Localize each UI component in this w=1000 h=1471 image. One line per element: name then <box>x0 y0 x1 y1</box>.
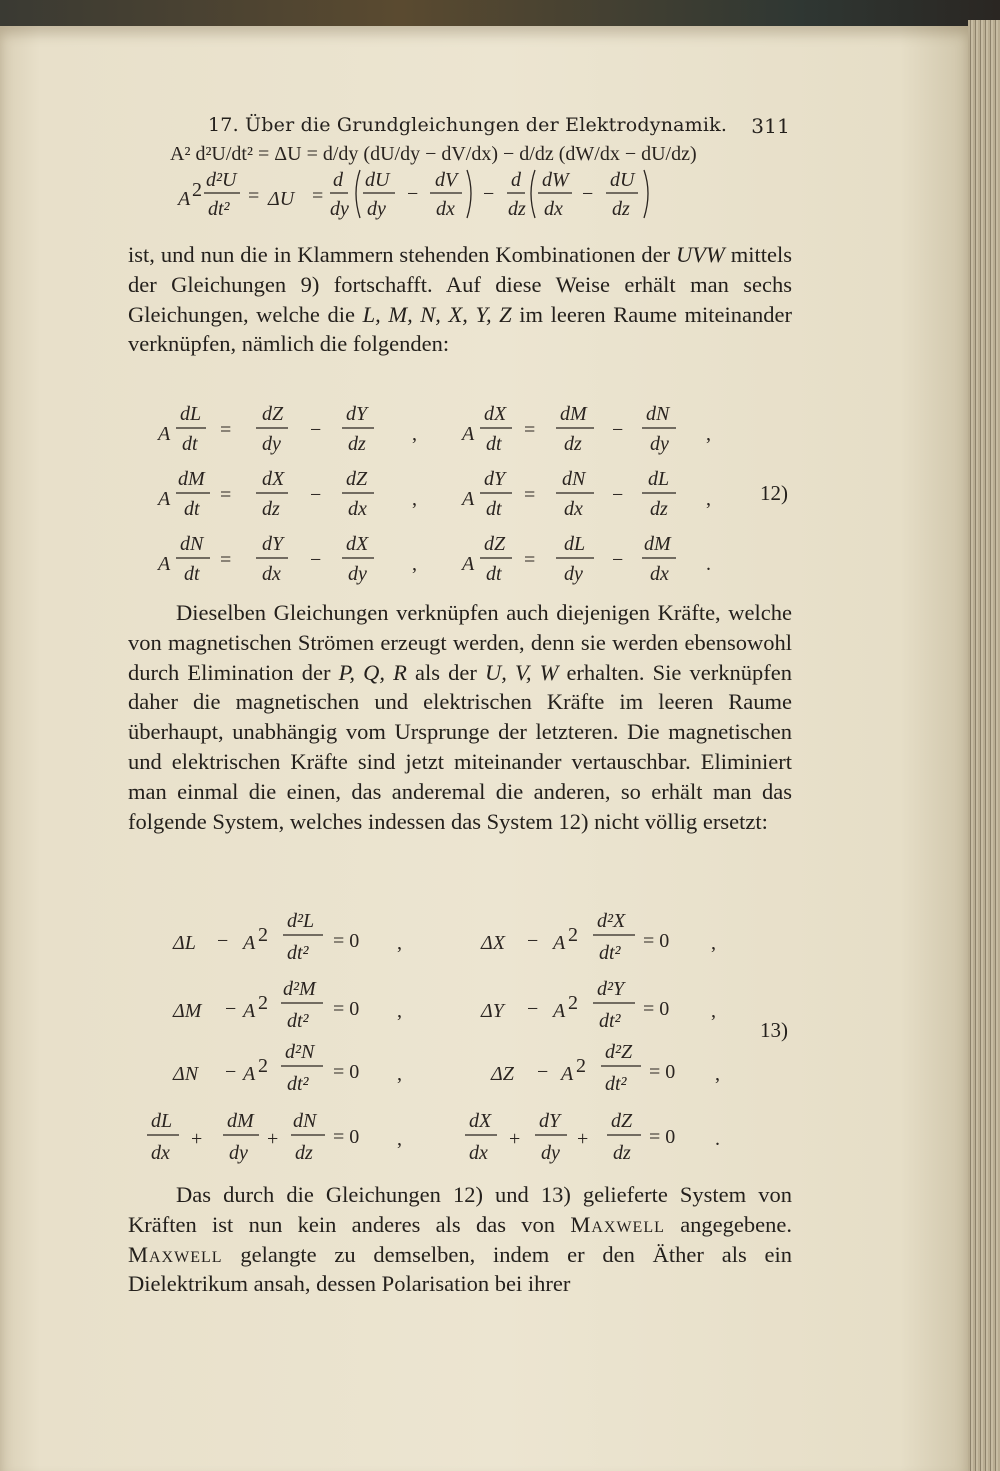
svg-text:dy: dy <box>262 433 281 455</box>
svg-text:dZ: dZ <box>611 1110 633 1132</box>
svg-text:,: , <box>397 1063 402 1085</box>
top-equation <box>170 143 750 230</box>
svg-text:=: = <box>220 484 232 506</box>
svg-text:dy: dy <box>541 1142 560 1164</box>
paragraph-3-text-a: Das durch die Gleichungen 12) und 13) gelieferte System von Kräften ist nun kein anderes als das von <box>128 1182 792 1237</box>
svg-text:−: − <box>527 930 539 952</box>
svg-text:dx: dx <box>564 498 583 520</box>
svg-text:dM: dM <box>560 403 587 425</box>
svg-text:−: − <box>612 419 624 441</box>
svg-text:d: d <box>511 169 521 191</box>
svg-text:=: = <box>524 484 536 506</box>
svg-text:.: . <box>706 553 711 575</box>
svg-text:,: , <box>397 932 402 954</box>
svg-text:=: = <box>248 185 260 207</box>
svg-text:dy: dy <box>229 1142 248 1164</box>
svg-text:−: − <box>310 484 322 506</box>
svg-text:dW: dW <box>542 169 569 191</box>
uvw-symbols: UVW <box>676 242 725 267</box>
svg-text:A: A <box>158 488 171 510</box>
svg-text:2: 2 <box>192 179 202 201</box>
svg-text:−: − <box>225 998 237 1020</box>
svg-text:A: A <box>243 1000 256 1022</box>
paragraph-2 <box>128 598 792 836</box>
svg-text:= 0: = 0 <box>333 1061 360 1083</box>
svg-text:.: . <box>715 1128 720 1150</box>
svg-text:,: , <box>706 423 711 445</box>
svg-text:−: − <box>310 419 322 441</box>
svg-text:= 0: = 0 <box>643 930 670 952</box>
svg-text:ΔX: ΔX <box>481 932 505 954</box>
svg-text:dx: dx <box>544 198 563 220</box>
svg-text:dU: dU <box>610 169 635 191</box>
svg-text:,: , <box>706 488 711 510</box>
page-number: 311 <box>751 114 790 138</box>
svg-text:+: + <box>509 1128 521 1150</box>
running-header <box>208 114 790 136</box>
svg-text:dz: dz <box>348 433 366 455</box>
svg-text:A: A <box>462 423 475 445</box>
svg-text:dy: dy <box>330 198 349 220</box>
svg-text:dz: dz <box>295 1142 313 1164</box>
svg-text:A: A <box>243 932 256 954</box>
svg-text:dN: dN <box>562 468 586 490</box>
equation-number-12: 12) <box>760 481 788 505</box>
svg-text:dY: dY <box>262 533 284 555</box>
svg-text:d²U: d²U <box>206 169 237 191</box>
svg-text:dt: dt <box>184 563 200 585</box>
svg-text:= 0: = 0 <box>649 1061 676 1083</box>
svg-text:−: − <box>483 183 495 205</box>
svg-text:−: − <box>612 549 624 571</box>
svg-text:= 0: = 0 <box>643 998 670 1020</box>
svg-text:=: = <box>312 185 324 207</box>
author-name-maxwell: Maxwell <box>570 1211 665 1237</box>
svg-text:−: − <box>217 930 229 952</box>
svg-text:,: , <box>711 932 716 954</box>
svg-text:ΔU: ΔU <box>268 188 295 210</box>
svg-text:dN: dN <box>180 533 204 555</box>
svg-text:dt²: dt² <box>599 1010 621 1032</box>
svg-text:dt: dt <box>184 498 200 520</box>
svg-text:A: A <box>553 1000 566 1022</box>
svg-text:d²M: d²M <box>283 978 316 1000</box>
book-top-background <box>0 0 1000 28</box>
svg-text:dt²: dt² <box>287 1073 309 1095</box>
paragraph-3-text-c: gelangte zu demselben, indem er den Äther als ein Dielektrikum ansah, dessen Polarisation bei ihrer <box>128 1241 792 1297</box>
svg-text:A: A <box>243 1063 256 1085</box>
svg-text:dM: dM <box>644 533 671 555</box>
svg-text:dt²: dt² <box>287 942 309 964</box>
svg-text:A: A <box>462 488 475 510</box>
svg-text:,: , <box>711 1000 716 1022</box>
svg-text:+: + <box>577 1128 589 1150</box>
svg-text:−: − <box>537 1061 549 1083</box>
svg-text:dV: dV <box>435 169 458 191</box>
paragraph-2-text-c: erhalten. Sie verknüpfen daher die magnetischen und elektrischen Kräfte im leeren Raume überhaupt, unabhängig vom Ursprunge der letzteren. Die magnetischen und elektrischen Kräfte sind jetzt miteinander vertauschbar. Eliminiert man einmal die einen, das anderemal die anderen, so erhält man das folgende System, welches indessen das System 12) nicht völlig ersetzt: <box>128 659 792 834</box>
svg-text:=: = <box>524 419 536 441</box>
svg-text:dx: dx <box>436 198 455 220</box>
svg-text:dX: dX <box>469 1110 492 1132</box>
svg-text:dZ: dZ <box>484 533 506 555</box>
svg-text:,: , <box>397 1128 402 1150</box>
svg-text:dY: dY <box>346 403 368 425</box>
svg-text:,: , <box>412 488 417 510</box>
svg-text:dZ: dZ <box>346 468 368 490</box>
svg-text:ΔN: ΔN <box>173 1063 199 1085</box>
svg-text:dx: dx <box>262 563 281 585</box>
svg-text:dY: dY <box>539 1110 561 1132</box>
svg-text:=: = <box>524 549 536 571</box>
svg-text:dt²: dt² <box>599 942 621 964</box>
svg-text:dz: dz <box>612 198 630 220</box>
svg-text:A: A <box>553 932 566 954</box>
svg-text:= 0: = 0 <box>649 1126 676 1148</box>
svg-text:dt: dt <box>486 433 502 455</box>
svg-text:2: 2 <box>568 992 578 1014</box>
svg-text:dL: dL <box>151 1110 173 1132</box>
svg-text:dx: dx <box>151 1142 170 1164</box>
paragraph-1-text-b: mittels der Gleichungen 9) fortschafft. Auf diese Weise erhält man sechs Gleichungen, welche die <box>128 242 793 327</box>
svg-text:dz: dz <box>508 198 526 220</box>
svg-text:d²N: d²N <box>285 1041 315 1063</box>
svg-text:dZ: dZ <box>262 403 284 425</box>
paragraph-1-text-a: ist, und nun die in Klammern stehenden Kombinationen der <box>128 242 677 267</box>
svg-text:d²Z: d²Z <box>605 1041 633 1063</box>
svg-text:−: − <box>407 183 419 205</box>
svg-text:dt: dt <box>486 563 502 585</box>
svg-text:d²X: d²X <box>597 910 626 932</box>
paragraph-3 <box>128 1180 792 1299</box>
svg-text:dx: dx <box>348 498 367 520</box>
svg-text:2: 2 <box>568 924 578 946</box>
svg-text:dt²: dt² <box>605 1073 627 1095</box>
svg-text:2: 2 <box>258 924 268 946</box>
svg-text:=: = <box>220 419 232 441</box>
svg-text:dY: dY <box>484 468 506 490</box>
svg-text:ΔM: ΔM <box>173 1000 202 1022</box>
pqr-symbols: P, Q, R <box>338 659 407 685</box>
svg-text:−: − <box>582 183 594 205</box>
svg-text:dL: dL <box>180 403 202 425</box>
svg-text:dt²: dt² <box>287 1010 309 1032</box>
svg-text:A: A <box>462 553 475 575</box>
svg-text:dt: dt <box>182 433 198 455</box>
paragraph-1 <box>128 240 792 359</box>
svg-text:−: − <box>225 1061 237 1083</box>
svg-text:,: , <box>412 553 417 575</box>
svg-text:dX: dX <box>484 403 507 425</box>
page-edges <box>968 20 1000 1471</box>
svg-text:dy: dy <box>348 563 367 585</box>
svg-text:dN: dN <box>646 403 670 425</box>
svg-text:dX: dX <box>346 533 369 555</box>
svg-text:dy: dy <box>367 198 386 220</box>
equation-system-12 <box>150 400 710 600</box>
author-name-maxwell-2: Maxwell <box>128 1241 223 1267</box>
svg-text:dz: dz <box>613 1142 631 1164</box>
svg-text:dz: dz <box>262 498 280 520</box>
svg-text:d²L: d²L <box>287 910 315 932</box>
svg-text:,: , <box>397 1000 402 1022</box>
svg-text:dx: dx <box>469 1142 488 1164</box>
svg-text:A: A <box>561 1063 574 1085</box>
svg-text:2: 2 <box>576 1055 586 1077</box>
svg-text:= 0: = 0 <box>333 930 360 952</box>
svg-text:dz: dz <box>650 498 668 520</box>
svg-text:dU: dU <box>365 169 390 191</box>
svg-text:−: − <box>527 998 539 1020</box>
svg-text:dy: dy <box>650 433 669 455</box>
svg-text:ΔL: ΔL <box>173 932 196 954</box>
running-title: 17. Über die Grundgleichungen der Elektrodynamik. <box>208 114 728 136</box>
svg-text:dt²: dt² <box>208 198 230 220</box>
svg-text:−: − <box>612 484 624 506</box>
force-symbols: L, M, N, X, Y, Z <box>362 301 512 327</box>
svg-text:dN: dN <box>293 1110 317 1132</box>
svg-text:A: A <box>178 188 191 210</box>
svg-text:−: − <box>310 549 322 571</box>
svg-text:ΔY: ΔY <box>481 1000 504 1022</box>
equation-system-13 <box>145 905 745 1175</box>
svg-text:dM: dM <box>227 1110 254 1132</box>
svg-text:d: d <box>333 169 343 191</box>
equation-number-13: 13) <box>760 1018 788 1042</box>
svg-text:+: + <box>191 1128 203 1150</box>
svg-text:dy: dy <box>564 563 583 585</box>
svg-text:2: 2 <box>258 1055 268 1077</box>
paragraph-3-text-b: angegebene. <box>664 1211 793 1237</box>
paragraph-2-text-a: Dieselben Gleichungen verknüpfen auch diejenigen Kräfte, welche von magnetischen Strömen erzeugt werden, denn sie werden ebensowohl durch Elimination der <box>128 600 792 685</box>
svg-text:dM: dM <box>178 468 205 490</box>
svg-text:,: , <box>715 1063 720 1085</box>
svg-text:dL: dL <box>564 533 586 555</box>
svg-text:A: A <box>158 423 171 445</box>
svg-text:A: A <box>158 553 171 575</box>
svg-text:d²Y: d²Y <box>597 978 625 1000</box>
svg-text:ΔZ: ΔZ <box>491 1063 514 1085</box>
paragraph-2-text-b: als der <box>406 659 485 685</box>
svg-text:dL: dL <box>648 468 670 490</box>
svg-text:2: 2 <box>258 992 268 1014</box>
svg-text:,: , <box>412 423 417 445</box>
uvw-symbols-2: U, V, W <box>485 659 559 685</box>
svg-text:= 0: = 0 <box>333 998 360 1020</box>
svg-text:dx: dx <box>650 563 669 585</box>
top-equation-text: A² d²U/dt² = ΔU = d/dy (dU/dy − dV/dx) − d/dz (dW/dx − dU/dz) <box>170 143 697 165</box>
svg-text:=: = <box>220 549 232 571</box>
svg-text:dt: dt <box>486 498 502 520</box>
svg-text:+: + <box>267 1128 279 1150</box>
svg-text:dz: dz <box>564 433 582 455</box>
svg-text:dX: dX <box>262 468 285 490</box>
svg-text:= 0: = 0 <box>333 1126 360 1148</box>
paragraph-1-text-c: im leeren Raume miteinander verknüpfen, nämlich die folgenden: <box>128 301 792 357</box>
